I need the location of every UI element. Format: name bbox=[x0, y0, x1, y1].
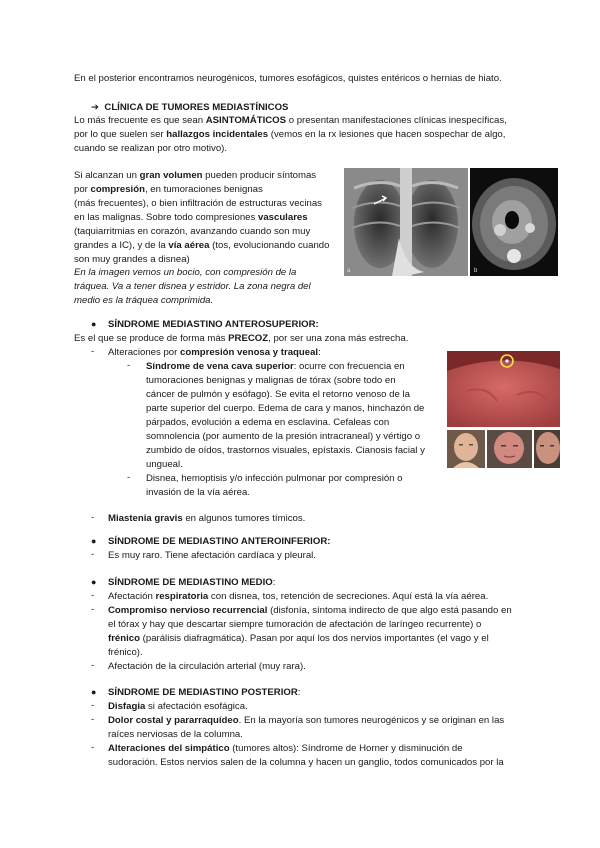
disnea-line-2: invasión de la vía aérea. bbox=[146, 487, 250, 498]
miastenia-item: Miastenia gravis en algunos tumores tímicos. bbox=[108, 513, 306, 524]
vcs-line-3: cáncer de pulmón y esófago). Se evita el retorno venoso de la bbox=[146, 389, 410, 400]
dash-marker: - bbox=[91, 660, 95, 671]
bullet-icon: ● bbox=[91, 687, 97, 697]
bullet-icon: ● bbox=[91, 319, 97, 329]
dash-marker: - bbox=[91, 549, 95, 560]
compresion-item: Alteraciones por compresión venosa y traqueal: bbox=[108, 347, 321, 358]
volumen-line-3: (más frecuentes), o bien infiltración de estructuras vecinas bbox=[74, 198, 322, 209]
dash-marker: - bbox=[127, 360, 131, 371]
antero-superior-heading: SÍNDROME MEDIASTINO ANTEROSUPERIOR: bbox=[108, 319, 319, 330]
dash-marker: - bbox=[91, 700, 95, 711]
posterior-simpatico-2: sudoración. Estos nervios salen de la columna y hacen un ganglio, todos comunicados por la bbox=[108, 757, 504, 768]
antero-inferior-line-1: Es muy raro. Tiene afectación cardíaca y pleural. bbox=[108, 550, 316, 561]
dash-marker: - bbox=[127, 472, 131, 483]
dash-marker: - bbox=[91, 714, 95, 725]
volumen-line-6: grandes a IC), y de la vía aérea (tos, evolucionando cuando bbox=[74, 240, 330, 251]
volumen-line-7: son muy grandes a disnea) bbox=[74, 254, 190, 265]
medio-heading: SÍNDROME DE MEDIASTINO MEDIO: bbox=[108, 577, 276, 588]
vcs-line-1: Síndrome de vena cava superior: ocurre con frecuencia en bbox=[146, 361, 405, 372]
dash-marker: - bbox=[91, 346, 95, 357]
svcs-chest-photo bbox=[447, 351, 560, 427]
clinica-line-1: Lo más frecuente es que sean ASINTOMÁTICOS o presentan manifestaciones clínicas inespecíficas, bbox=[74, 115, 507, 126]
svcs-face-photo-2 bbox=[487, 430, 532, 468]
vcs-line-8: ungueal. bbox=[146, 459, 183, 470]
dash-marker: - bbox=[91, 742, 95, 753]
vcs-line-5: párpados, evolución a edema en esclavina. Cefaleas con bbox=[146, 417, 390, 428]
medio-respiratoria: Afectación respiratoria con disnea, tos, retención de secreciones. Aquí está la vía aérea. bbox=[108, 591, 489, 602]
caption-line-1: En la imagen vemos un bocio, con compresión de la bbox=[74, 267, 297, 278]
ct-scan-image bbox=[470, 168, 558, 276]
medio-recurrencial-3: frénico (parálisis diafragmática). Pasan por aquí los dos nervios importantes (el vago y el bbox=[108, 633, 489, 644]
caption-line-2: tráquea. Va a tener disnea y estridor. La zona negra del bbox=[74, 281, 311, 292]
medio-recurrencial-4: frénico). bbox=[108, 647, 143, 658]
volumen-line-4: en las malignas. Sobre todo compresiones vasculares bbox=[74, 212, 308, 223]
medio-recurrencial-2: el tórax y hay que descartar siempre tumoración de afectación de laríngeo recurrente) o bbox=[108, 619, 482, 630]
volumen-line-1: Si alcanzan un gran volumen pueden producir síntomas bbox=[74, 170, 317, 181]
dash-marker: - bbox=[91, 512, 95, 523]
svcs-face-photo-3 bbox=[534, 430, 560, 468]
bullet-icon: ● bbox=[91, 577, 97, 587]
antero-superior-line-1: Es el que se produce de forma más PRECOZ, por ser una zona más estrecha. bbox=[74, 333, 409, 344]
arrow-icon: ➔ bbox=[91, 102, 100, 113]
vcs-line-4: parte superior del cuerpo. Edema de cara y manos, hinchazón de bbox=[146, 403, 425, 414]
xray-label: a bbox=[347, 268, 351, 274]
posterior-dolor-1: Dolor costal y pararraquídeo. En la mayoría son tumores neurogénicos y se originan en las bbox=[108, 715, 505, 726]
volumen-line-2: por compresión, en tumoraciones benignas bbox=[74, 184, 263, 195]
posterior-disfagia: Disfagia si afectación esofágica. bbox=[108, 701, 248, 712]
clinica-line-3: cuando se realizan por otro motivo). bbox=[74, 143, 228, 154]
vcs-line-7: zumbido de oídos, trastornos visuales, epístaxis. Cianosis facial y bbox=[146, 445, 425, 456]
posterior-heading: SÍNDROME DE MEDIASTINO POSTERIOR: bbox=[108, 687, 301, 698]
ct-label: b bbox=[474, 268, 478, 274]
vcs-line-2: tumoraciones benignas y malignas de tórax (sobre todo en bbox=[146, 375, 396, 386]
clinica-line-2: por lo que suelen ser hallazgos incidentales (vemos en la rx lesiones que hacen sospechar de algo, bbox=[74, 129, 506, 140]
disnea-line-1: Disnea, hemoptisis y/o infección pulmonar por compresión o bbox=[146, 473, 403, 484]
vcs-line-6: somnolencia (por aumento de la presión intracraneal) y vértigo o bbox=[146, 431, 421, 442]
caption-line-3: medio es la tráquea comprimida. bbox=[74, 295, 214, 306]
posterior-dolor-2: raíces nerviosas de la columna. bbox=[108, 729, 243, 740]
clinica-heading: ➔ CLÍNICA DE TUMORES MEDIASTÍNICOS bbox=[91, 102, 289, 113]
volumen-line-5: (taquiarritmias en corazón, avanzando cuando son muy bbox=[74, 226, 311, 237]
medio-arterial: Afectación de la circulación arterial (muy rara). bbox=[108, 661, 306, 672]
medio-recurrencial-1: Compromiso nervioso recurrencial (disfonía, síntoma indirecto de que algo está pasando en bbox=[108, 605, 512, 616]
antero-inferior-heading: SÍNDROME DE MEDIASTINO ANTEROINFERIOR: bbox=[108, 536, 331, 547]
svcs-face-photo-1 bbox=[447, 430, 485, 468]
intro-paragraph: En el posterior encontramos neurogénicos, tumores esofágicos, quistes entéricos o hernias de hiato. bbox=[74, 73, 502, 84]
dash-marker: - bbox=[91, 604, 95, 615]
bullet-icon: ● bbox=[91, 536, 97, 546]
dash-marker: - bbox=[91, 590, 95, 601]
posterior-simpatico-1: Alteraciones del simpático (tumores altos): Síndrome de Horner y disminución de bbox=[108, 743, 463, 754]
chest-xray-image bbox=[344, 168, 468, 276]
